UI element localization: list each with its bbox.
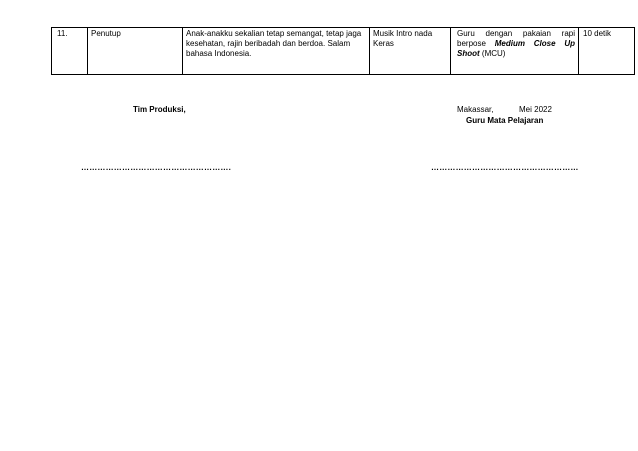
right-signature-line: ……………………………………………… (431, 163, 579, 172)
visual-shot: Medium Close Up Shoot (457, 39, 575, 58)
table-row (52, 28, 635, 75)
row-section: Penutup (88, 28, 183, 75)
left-signature-line: ………………………………………………. (81, 163, 232, 172)
row-visual (451, 28, 579, 75)
row-narration: Anak-anakku sekalian tetap semangat, tetap jaga kesehatan, rajin beribadah dan berdoa. Salam bahasa Indonesia. (183, 28, 370, 75)
row-number: 11. (52, 28, 88, 75)
visual-prefix: Guru dengan pakaian rapi berpose (457, 29, 575, 48)
visual-abbr: (MCU) (481, 49, 506, 58)
signature-city: Makassar, (457, 105, 494, 114)
script-table (51, 27, 635, 75)
teacher-role-label: Guru Mata Pelajaran (466, 116, 544, 125)
row-audio: Musik Intro nada Keras (370, 28, 451, 75)
row-duration: 10 detik (579, 28, 635, 75)
signature-date: Mei 2022 (519, 105, 552, 114)
production-team-label: Tim Produksi, (133, 105, 186, 114)
